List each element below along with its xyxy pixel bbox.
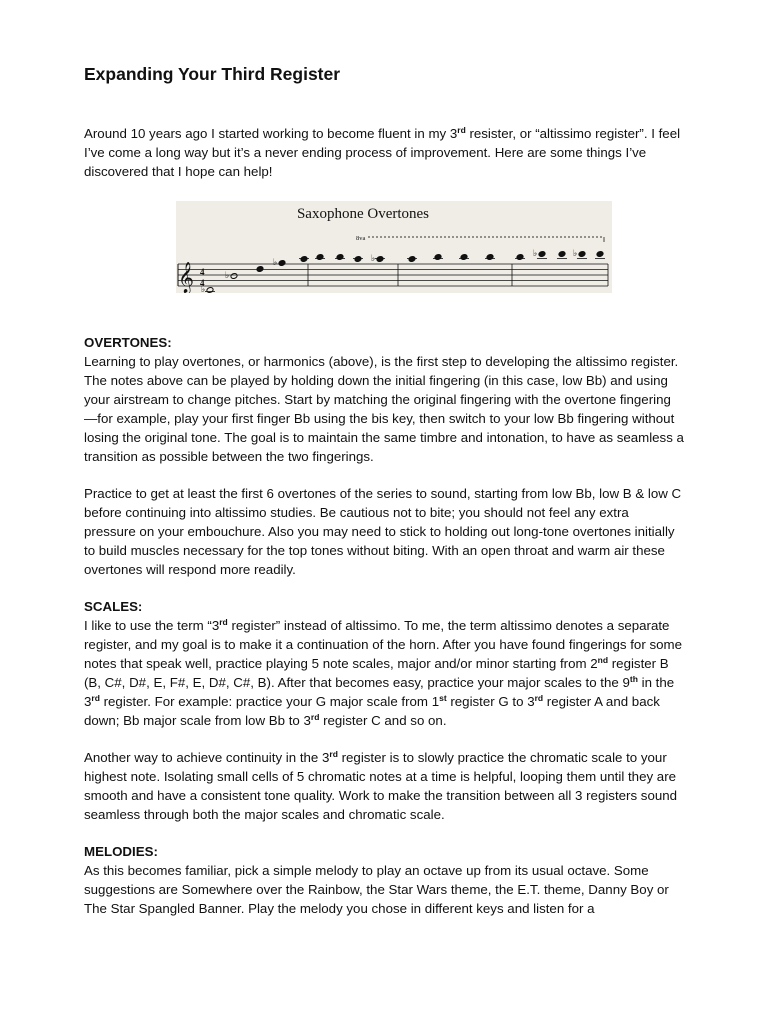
overtone-note xyxy=(256,266,264,273)
note-head xyxy=(256,266,264,273)
note-head xyxy=(354,256,362,263)
document-page xyxy=(84,62,684,918)
overtone-note xyxy=(225,271,238,281)
overtone-note xyxy=(485,254,495,261)
staff-lines xyxy=(178,264,608,286)
overtone-note xyxy=(533,249,547,259)
flat-accidental-icon: ♭ xyxy=(371,254,376,264)
note-head xyxy=(486,254,494,261)
flat-accidental-icon: ♭ xyxy=(533,249,538,259)
overtones-heading: OVERTONES: xyxy=(84,335,172,350)
note-head xyxy=(206,287,214,293)
document-title: Expanding Your Third Register xyxy=(84,64,341,84)
note-head xyxy=(376,256,384,263)
time-signature-bottom: 4 xyxy=(200,278,205,288)
note-head xyxy=(596,251,604,258)
note-head xyxy=(558,251,566,258)
overtone-note xyxy=(335,254,345,261)
note-head xyxy=(230,273,238,280)
flat-accidental-icon: ♭ xyxy=(573,249,578,259)
overtone-note xyxy=(273,258,286,268)
melodies-heading: MELODIES: xyxy=(84,844,158,859)
scales-paragraph-1: I like to use the term “3rd register” instead of altissimo. To me, the term altissimo denotes a separate register, and my goal is to make it a continuation of the horn. After you have found fingerings for some notes that speak well, practice playing 5 note scales, major and/or minor starting from 2nd register B (B, C#, D#, E, F#, E, D#, C#, B). After that becomes easy, practice your major scales to the 9th in the 3rd register. For example: practice your G major scale from 1st register G to 3rd register A and back down; Bb major scale from low Bb to 3rd register C and so on. xyxy=(84,617,682,728)
note-head xyxy=(434,254,442,261)
treble-clef-icon: 𝄞 xyxy=(178,262,194,293)
note-head xyxy=(316,254,324,261)
note-head xyxy=(408,256,416,263)
overtone-note xyxy=(573,249,587,259)
note-head xyxy=(300,256,308,263)
overtone-note xyxy=(315,254,325,261)
figure-title: Saxophone Overtones xyxy=(296,206,430,222)
note-head xyxy=(578,251,586,258)
overtone-note xyxy=(595,251,605,259)
time-signature-top: 4 xyxy=(200,267,205,277)
note-head xyxy=(538,251,546,258)
melodies-paragraph-1: As this becomes familiar, pick a simple melody to play an octave up from its usual octave. Some suggestions are Somewhere over the Rainbow, the Star Wars theme, the E.T. theme, Danny Boy or The Star Spangled Banner. Play the melody you chose in different keys and listen for a xyxy=(84,863,669,916)
overtones-paragraph-2: Practice to get at least the first 6 overtones of the series to sound, starting from low Bb, low B & low C before continuing into altissimo studies. Be cautious not to bite; you should not feel any extra pressure on your embouchure. Also you may need to stick to holding out long-tone overtones initially to build muscles necessary for the top tones without biting. With an open throat and warm air these overtones will respond more readily. xyxy=(84,486,682,577)
overtone-note xyxy=(433,254,443,261)
note-head xyxy=(278,260,286,267)
saxophone-overtones-figure xyxy=(176,201,612,293)
scales-heading: SCALES: xyxy=(84,599,143,614)
note-head xyxy=(460,254,468,261)
overtone-note xyxy=(557,251,567,259)
intro-paragraph: Around 10 years ago I started working to become fluent in my 3rd resister, or “altissimo register”. I feel I’ve come a long way but it’s a never ending process of improvement. Here are some things I’ve discovered that I hope can help! xyxy=(84,125,681,179)
overtone-note xyxy=(299,256,309,263)
note-head xyxy=(336,254,344,261)
flat-accidental-icon: ♭ xyxy=(273,258,278,268)
overtone-note xyxy=(459,254,469,261)
overtone-staff xyxy=(176,201,612,293)
octave-mark: 8va xyxy=(356,235,366,242)
overtone-note xyxy=(371,254,385,264)
overtone-note xyxy=(353,256,363,263)
overtone-note xyxy=(407,256,417,263)
flat-accidental-icon: ♭ xyxy=(201,285,206,293)
overtone-note xyxy=(515,254,525,261)
note-head xyxy=(516,254,524,261)
flat-accidental-icon: ♭ xyxy=(225,271,230,281)
scales-paragraph-2: Another way to achieve continuity in the 3rd register is to slowly practice the chromatic scale to your highest note. Isolating small cells of 5 chromatic notes at a time is helpful, looping them until they are smooth and have a consistent tone quality. Work to make the transition between all 3 registers sound seamless through both the major scales and chromatic scale. xyxy=(84,749,678,822)
overtones-paragraph-1: Learning to play overtones, or harmonics (above), is the first step to developing the altissimo register. The notes above can be played by holding down the initial fingering (in this case, low Bb) and using your airstream to change pitches. Start by matching the original fingering with the overtone fingering—for example, play your first finger Bb using the bis key, then switch to your low Bb fingering without losing the original tone. The goal is to maintain the same timbre and intonation, to have as seamless a transition as possible between the two fingerings. xyxy=(84,354,684,464)
